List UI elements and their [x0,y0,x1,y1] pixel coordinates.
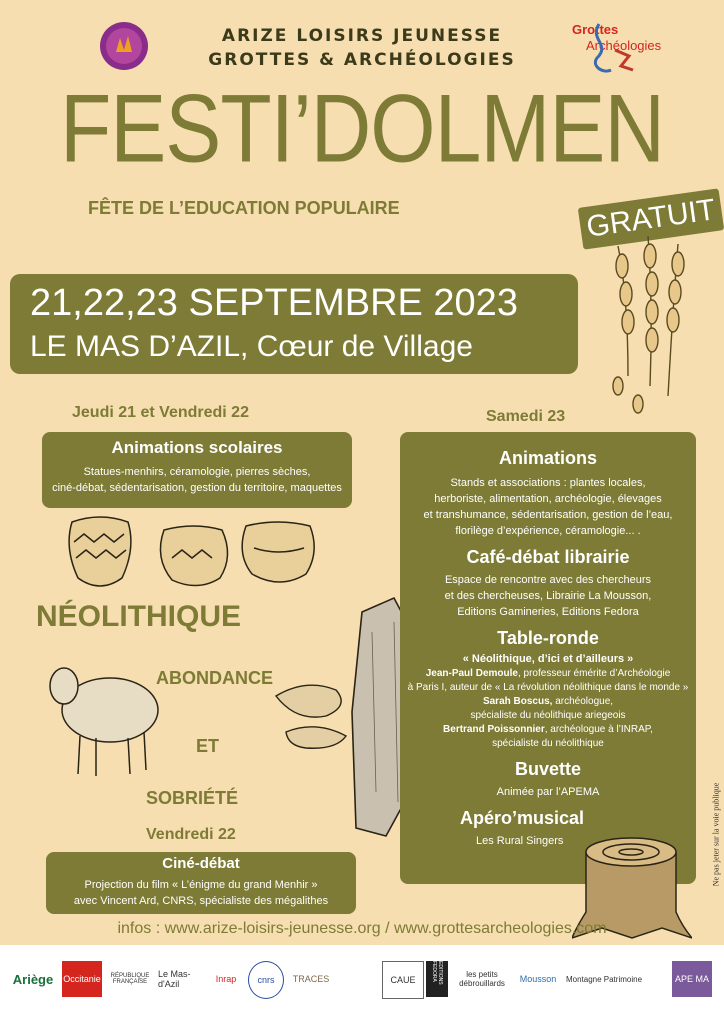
logo-word-1: Grottes [572,22,619,37]
logo-inrap: Inrap [215,974,237,984]
logo-republique: RÉPUBLIQUE FRANÇAISE [110,973,150,985]
event-dates: 21,22,23 SEPTEMBRE 2023 [30,282,518,324]
infos-links: infos : www.arize-loisirs-jeunesse.org / www.grottesarcheologies.com [117,920,607,937]
samedi-card [400,432,696,884]
logo-petits-debrouillards: les petits débrouillards [459,970,505,988]
cine-text-2: avec Vincent Ard, CNRS, spécialiste des mégalithes [73,895,329,907]
free-badge: GRATUIT [578,188,724,249]
pottery-illustration [60,508,370,598]
animations-line-4: florilège d’expérience, céramologie... . [455,525,641,537]
cafe-title: Café-débat librairie [466,547,630,567]
logo-fedora: EDITIONS FEDORA [426,961,448,997]
sheep-illustration [40,650,170,780]
cine-card [46,852,356,914]
speaker-1-line-2: à Paris I, auteur de « La révolution néolithique dans le monde » [407,682,689,693]
buvette-text: Animée par l’APEMA [496,786,600,798]
cine-title: Ciné-débat [162,855,240,872]
organizer-name-2: GROTTES & ARCHÉOLOGIES [208,50,516,70]
vendredi-label: Vendredi 22 [146,826,236,843]
table-ronde-quote: « Néolithique, d’ici et d’ailleurs » [462,653,634,665]
logo-montagne-patrimoine: Montagne Patrimoine [565,974,643,984]
neolithique-heading: NÉOLITHIQUE [36,600,242,633]
logo-ariege: Ariège [12,971,54,987]
left-day-label: Jeudi 21 et Vendredi 22 [72,404,249,421]
animations-line-1: Stands et associations : plantes locales, [450,477,646,489]
table-ronde-title: Table-ronde [497,628,599,648]
logo-mas-dazil: Le Mas-d'Azil [158,969,191,989]
animations-line-2: herboriste, alimentation, archéologie, élevages [434,493,662,505]
cafe-line-3: Editions Gamineries, Editions Fedora [457,606,639,618]
speaker-2-name: Sarah Boscus, [482,696,553,707]
side-note: Ne pas jeter sur la voie publique [711,782,721,887]
speaker-2 [400,695,696,709]
abondance-word: ABONDANCE [156,668,273,688]
et-word: ET [196,736,220,756]
right-day-label: Samedi 23 [486,408,566,425]
event-title: FESTI’DOLMEN [59,73,665,182]
event-subtitle: FÊTE DE L’EDUCATION POPULAIRE [88,198,400,218]
partners-logo-bar [0,945,724,1023]
scolaires-text-1: Statues-menhirs, céramologie, pierres sèches, [83,466,311,478]
side-note-wrapper [706,746,720,926]
sobriete-word: SOBRIÉTÉ [146,788,239,808]
speaker-3-name: Bertrand Poissonnier [443,724,545,735]
cafe-line-1: Espace de rencontre avec des chercheurs [444,574,652,586]
speaker-2-role: archéologue, [552,696,614,707]
buvette-title: Buvette [514,759,581,779]
scolaires-text-2: ciné-débat, sédentarisation, gestion du territoire, maquettes [52,482,342,494]
speaker-3 [400,723,696,737]
speaker-2-line-2: spécialiste du néolithique ariegeois [470,710,626,721]
logo-word-2: Archéologies [586,38,662,53]
apero-title: Apéro’musical [460,808,585,828]
logo-apema: APE MA [672,961,712,997]
apero-text: Les Rural Singers [476,835,564,847]
scolaires-card [42,432,352,508]
logo-traces: TRACES [292,974,330,984]
wheat-illustration [598,236,718,416]
animations-title: Animations [498,448,597,468]
speaker-3-role: , archéologue à l’INRAP, [544,724,653,735]
speaker-1-name: Jean-Paul Demoule [425,668,518,679]
scolaires-title: Animations scolaires [111,438,283,457]
speaker-1 [400,667,696,681]
logo-occitanie: Occitanie [62,961,102,997]
event-location: LE MAS D’AZIL, Cœur de Village [30,330,473,363]
cafe-line-2: et des chercheuses, Librairie La Mousson, [444,590,652,602]
logo-cnrs: cnrs [248,961,284,999]
logo-mousson: Mousson [519,974,557,984]
animations-line-3: et transhumance, sédentarisation, gestion de l’eau, [423,509,673,521]
speaker-3-line-2: spécialiste du néolithique [492,738,604,749]
speaker-1-role: , professeur émérite d’Archéologie [517,668,671,679]
date-location-banner [10,274,578,374]
logo-caue: CAUE [382,961,424,999]
cine-text-1: Projection du film « L’énigme du grand Menhir » [84,879,318,891]
organizer-name: ARIZE LOISIRS JEUNESSE [221,26,503,46]
